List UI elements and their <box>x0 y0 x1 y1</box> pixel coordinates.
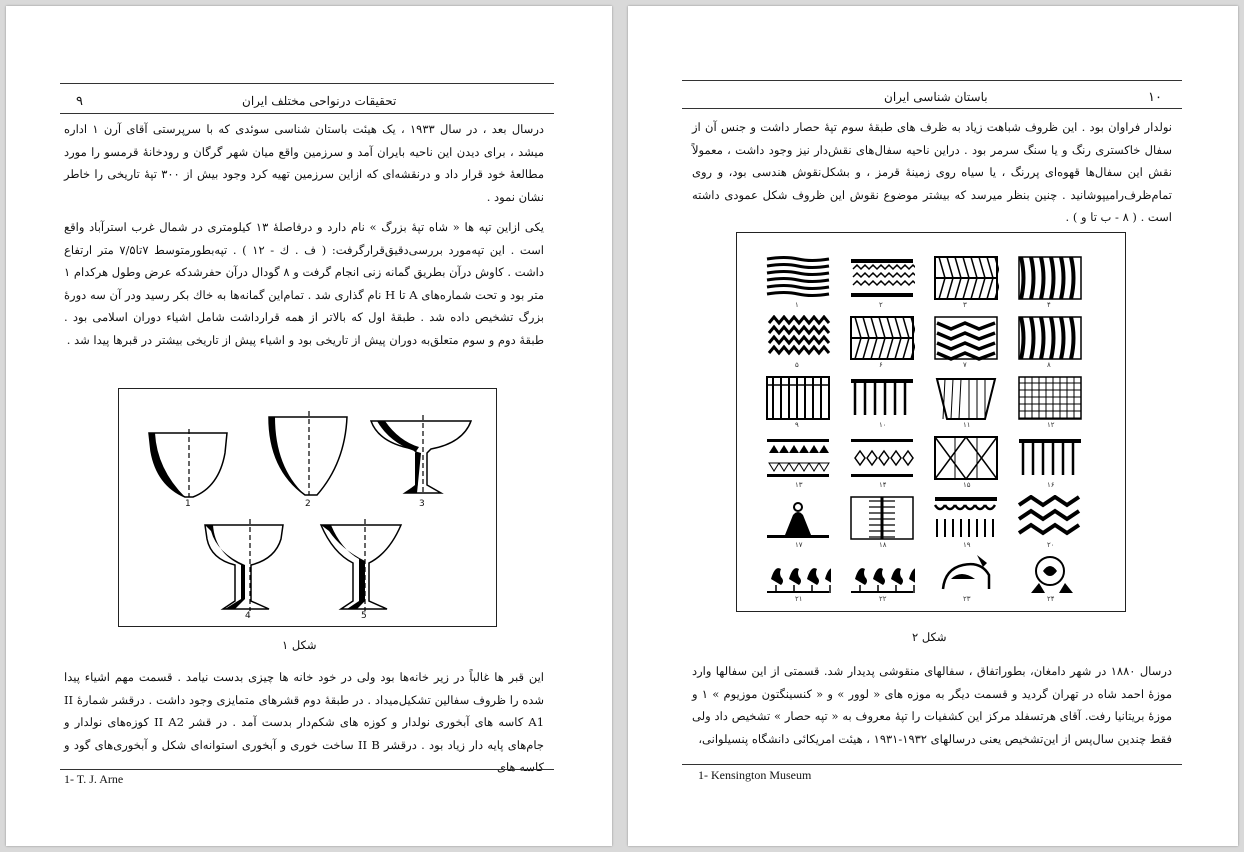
pattern-cell <box>933 315 999 361</box>
right-page <box>628 6 1238 846</box>
footnote-rule <box>682 764 1182 765</box>
pattern-cell <box>1017 315 1083 361</box>
pattern-cell <box>933 495 999 541</box>
pattern-cell <box>765 315 831 361</box>
vessel-5 <box>321 519 401 611</box>
pattern-drawing <box>849 549 915 595</box>
pattern-cell <box>933 255 999 301</box>
pattern-drawing <box>765 315 831 361</box>
running-header: باستان شناسی ایران <box>884 90 988 104</box>
figure-number: ۴ <box>1047 301 1051 309</box>
pattern-drawing <box>933 315 999 361</box>
figure-number: ۲۴ <box>1047 595 1055 603</box>
figure-number: ۲ <box>879 301 883 309</box>
pattern-drawing <box>933 495 999 541</box>
pattern-cell <box>933 549 999 595</box>
figure-number: ۱۳ <box>795 481 803 489</box>
pattern-drawing <box>849 495 915 541</box>
figure-number: ۶ <box>879 361 883 369</box>
pattern-drawing <box>933 255 999 301</box>
page-number: ۱۰ <box>1148 90 1162 105</box>
header-rule-top <box>682 80 1182 81</box>
pattern-cell <box>765 255 831 301</box>
paragraph: یکی ازاین تپه ها « شاه تپهٔ بزرگ » نام دارد و درفاصلهٔ ۱۳ کیلومتری در شمال غرب استرآباد واقع است . این تپه‌مورد بررسی‌دقیق‌قرارگرفت: ( ف . ك - ۱۲ ) . تپه‌بطورمتوسط ۷تا۷/۵ متر ارتفاع داشت . کاوش درآن بطریق گمانه زنی انجام گرفت و ۸ گودال درآن حفرشد‌که عرض وطول هرکدام ۱ متر بود و تحت شماره‌های A تا H نام گذاری شد . تمام‌این گمانه‌ها به خاك بکر رسید ودر آن سه دورهٔ بزرگ تشخیص داده شد . طبقهٔ اول که بالاتر از همه قرارداشت شامل اشیاء دوران اسلامی بود . طبقهٔ دوم و سوم متعلق‌به دوران پیش از تاریخی بود و اشیاء پیش از تاریخی بیشتر در قبرها پیدا شد . <box>64 220 544 347</box>
pattern-drawing <box>765 549 831 595</box>
figure-number: 1 <box>185 499 191 509</box>
pattern-drawing <box>765 495 831 541</box>
left-page <box>6 6 612 846</box>
pattern-drawing <box>849 255 915 301</box>
pattern-drawing <box>849 375 915 421</box>
pattern-drawing <box>1017 549 1083 595</box>
pattern-cell <box>933 435 999 481</box>
pattern-drawing <box>1017 375 1083 421</box>
header-rule-bottom <box>60 113 554 114</box>
paragraph: نولدار فراوان بود . این ظروف شباهت زیاد به ظرف های طبقهٔ سوم تپهٔ حصار داشت و جنس آن از سفال خاکستری رنگ و یا سنگ سرمر بود . دراین ناحیه سفال‌های نقش‌دار نیز وجود داشت ، معمولاً نقش این سفال‌ها قهوه‌ای پررنگ ، یا سیاه روی زمینهٔ قرمز ، و بشکل‌نقوش هندسی بود، و روی تمام‌ظرف‌رامیپوشانید . چنین بنظر میرسد که بیشتر موضوع نقوش این ظروف شکل عمودی داشته است . ( ۸ - ب تا و ) . <box>692 120 1172 224</box>
figure-number: ۷ <box>963 361 967 369</box>
footnote-rule <box>60 769 554 770</box>
pattern-drawing <box>933 435 999 481</box>
pattern-cell <box>1017 549 1083 595</box>
figure-number: ۱ <box>795 301 799 309</box>
figure-number: ۱۹ <box>963 541 971 549</box>
figure-number: ۱۱ <box>963 421 971 429</box>
figure-number: 4 <box>245 611 251 621</box>
paragraph: درسال بعد ، در سال ۱۹۳۳ ، یک هیئت باستان شناسی سوئدی که با سرپرستی آقای آرن ۱ اداره میشد ، برای دیدن این ناحیه بایران آمد و سرزمین واقع میان شهر گرگان و رودخانهٔ قرمسو را مورد مطالعهٔ خود قرار داد و درنقشه‌ای که ازاین سرزمین تهیه کرد وجود بیش از ۳۰۰ تپهٔ تاریخی را خاطر نشان نمود . <box>64 122 544 204</box>
vessel-4 <box>205 519 283 611</box>
pattern-cell <box>849 435 915 481</box>
figure-number: 3 <box>419 499 425 509</box>
pattern-cell <box>765 549 831 595</box>
pattern-drawing <box>933 375 999 421</box>
pattern-drawing <box>1017 315 1083 361</box>
pattern-cell <box>849 315 915 361</box>
figure-number: ۵ <box>795 361 799 369</box>
pattern-cell <box>933 375 999 421</box>
pattern-drawing <box>765 435 831 481</box>
figure-number: ۲۳ <box>963 595 971 603</box>
pattern-drawing <box>1017 255 1083 301</box>
footnote: 1- Kensington Museum <box>698 768 812 782</box>
figure-number: ۳ <box>963 301 967 309</box>
pattern-drawing <box>1017 435 1083 481</box>
header-rule-top <box>60 83 554 84</box>
figure-number: ۹ <box>795 421 799 429</box>
pattern-drawing <box>765 375 831 421</box>
figure-number: 2 <box>305 499 311 509</box>
pattern-cell <box>849 495 915 541</box>
figure-caption: شکل ۱ <box>282 638 317 652</box>
figure-vessels <box>118 388 497 627</box>
pattern-cell <box>765 435 831 481</box>
figure-number: ۲۲ <box>879 595 887 603</box>
figure-number: ۲۰ <box>1047 541 1055 549</box>
figure-number: ۱۷ <box>795 541 803 549</box>
pattern-drawing <box>765 255 831 301</box>
paragraph: درسال ۱۸۸۰ در شهر دامغان، بطوراتفاق ، سفالهای منقوشی پدیدار شد. قسمتی از این سفالها وارد موزهٔ احمد شاه در تهران گردید و قسمت دیگر به موزه های « لوور » و « کنسینگتون موزیوم » ۱ و موزهٔ بریتانیا رفت. آقای هرتسفلد مرکز این کشفیات را تپهٔ معروف به « تپه حصار » تشخیص داد ولی فقط چندین سال‌پس از این‌تشخیص یعنی درسالهای ۱۹۳۲-۱۹۳۱ ، هیئت امریکائی دانشگاه پنسیلوانی، <box>692 664 1172 746</box>
vessel-2 <box>269 411 347 495</box>
pattern-cell <box>849 375 915 421</box>
pattern-drawing <box>933 549 999 595</box>
figure-pottery-patterns <box>736 232 1126 612</box>
pattern-drawing <box>1017 495 1083 541</box>
figure-number: ۱۰ <box>879 421 887 429</box>
vessel-3 <box>371 415 471 495</box>
pattern-cell <box>1017 435 1083 481</box>
figure-number: ۱۴ <box>879 481 887 489</box>
footnote: 1- T. J. Arne <box>64 772 124 786</box>
header-rule-bottom <box>682 108 1182 109</box>
figure-number: 5 <box>361 611 367 621</box>
pattern-drawing <box>849 435 915 481</box>
figure-number: ۱۸ <box>879 541 887 549</box>
running-header: تحقیقات درنواحی مختلف ایران <box>242 94 397 108</box>
pattern-cell <box>765 495 831 541</box>
pattern-cell <box>1017 495 1083 541</box>
paragraph: این قبر ها غالباً در زیر خانه‌ها بود ولی در خود خانه ها چیزی بدست نیامد . قسمت مهم اشیاء پیدا شده را ظروف سفالین تشکیل‌میداد . در طبقهٔ دوم قشرهای متمایزی وجود داشت . درقشر شمارهٔ II A1 کاسه های آبخوری نولدار و کوزه های شکم‌دار بدست آمد . در قشر II A2 کوزه‌های نولدار و جام‌های پایه دار زیاد بود . درقشر II B ساخت خوری و آبخوری استوانه‌ای شکل و آبخوری‌های گود و کاسه های <box>64 670 545 774</box>
pattern-cell <box>849 255 915 301</box>
figure-caption: شکل ۲ <box>912 630 947 644</box>
figure-number: ۸ <box>1047 361 1051 369</box>
pattern-cell <box>765 375 831 421</box>
figure-number: ۲۱ <box>795 595 803 603</box>
figure-number: ۱۶ <box>1047 481 1055 489</box>
figure-number: ۱۲ <box>1047 421 1055 429</box>
page-number: ۹ <box>76 94 83 109</box>
vessel-1 <box>149 429 227 497</box>
pattern-cell <box>1017 255 1083 301</box>
figure-number: ۱۵ <box>963 481 971 489</box>
pattern-cell <box>1017 375 1083 421</box>
pattern-cell <box>849 549 915 595</box>
pattern-drawing <box>849 315 915 361</box>
